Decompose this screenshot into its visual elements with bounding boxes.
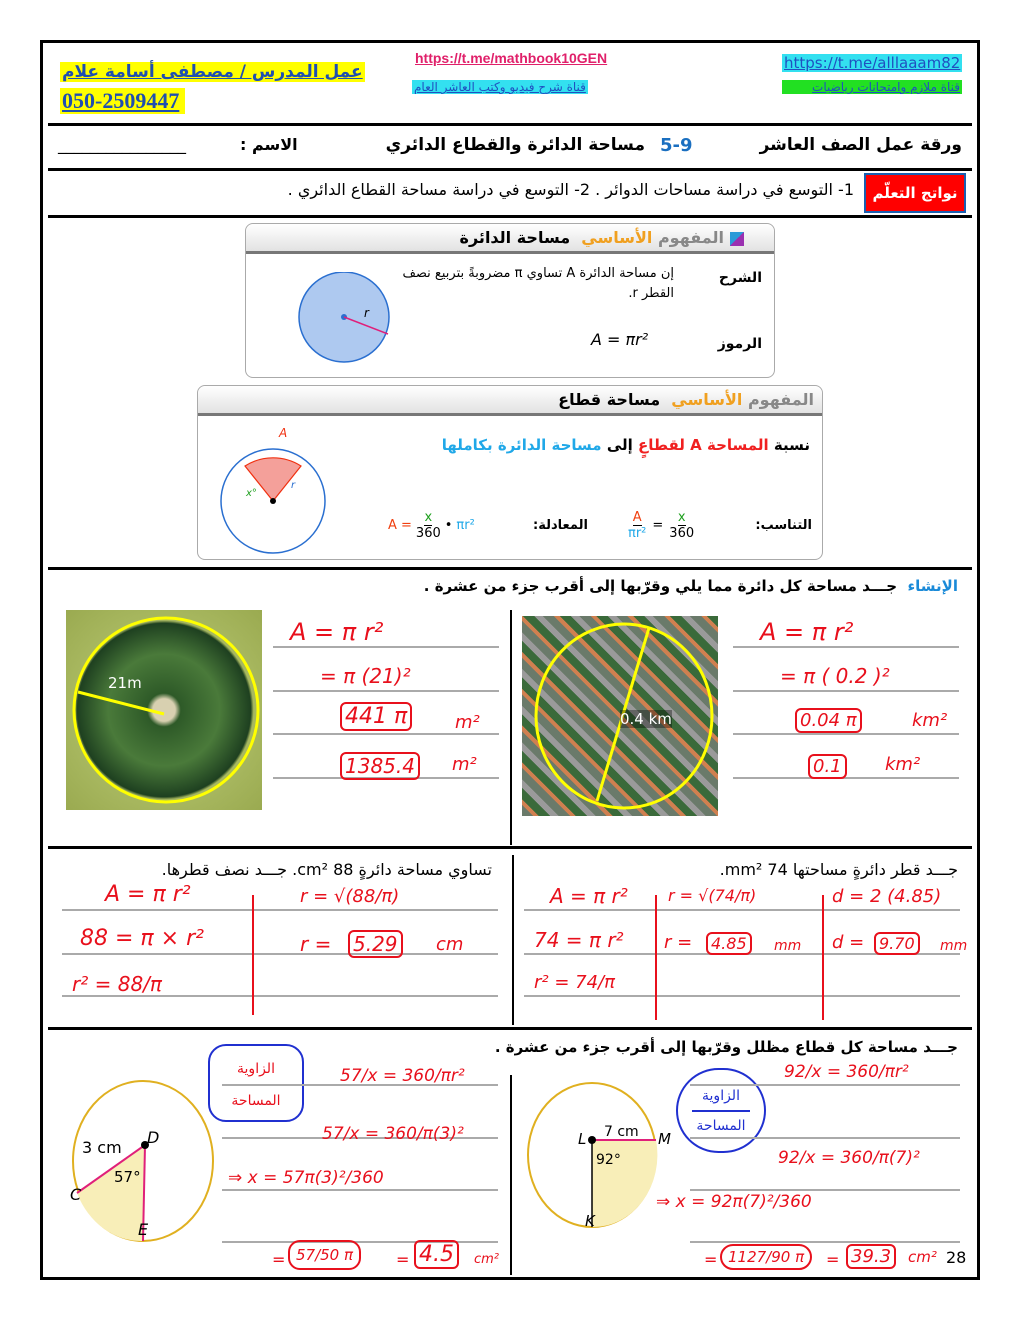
radius-label: r (291, 480, 296, 491)
key-concept-circle-area (245, 223, 775, 378)
work-step: r = (664, 932, 693, 953)
work-unit: cm² (474, 1252, 500, 1267)
frac-num-A: A (632, 510, 642, 525)
eq-lhs: A = (388, 518, 412, 533)
work-step: 92/x = 360/πr² (784, 1062, 909, 1082)
learning-outcomes-badge: نواتج التعلّم (864, 173, 966, 213)
work-separator (655, 895, 657, 1020)
work-step: r² = 74/π (534, 972, 615, 993)
work-step: 74 = π r² (534, 928, 624, 952)
angle-label: 92° (596, 1152, 621, 1168)
divider (48, 1027, 972, 1030)
video-channel-caption: قناة شرح فيديو وكتب العاشر العام (414, 80, 586, 94)
work-step: A = π r² (105, 882, 191, 907)
work-separator (822, 895, 824, 1020)
frac-num-x: x (677, 510, 686, 525)
point-L: L (578, 1130, 587, 1148)
work-step: ⇒ x = 92π(7)²/360 (656, 1192, 812, 1212)
sector-ratio-text (442, 436, 810, 454)
photo-circular-garden (66, 610, 262, 810)
point-D: D (147, 1128, 160, 1147)
work-unit: cm² (908, 1248, 937, 1266)
eq-pir2: πr² (456, 518, 475, 533)
sector-diagram (218, 426, 333, 556)
work-unit: m² (455, 712, 480, 733)
divider (48, 123, 972, 126)
concept-header (246, 224, 774, 254)
column-divider (510, 610, 512, 845)
sector-label-A: A (279, 426, 288, 440)
final-answer-box: 4.5 (414, 1240, 459, 1269)
concept-prefix: المفهوم (657, 228, 724, 247)
final-answer-box: 4.85 (706, 932, 752, 955)
work-answer-box: 57/50 π (288, 1240, 361, 1270)
concept-title: مساحة الدائرة (459, 228, 571, 247)
divider (48, 567, 972, 570)
divider (48, 215, 972, 218)
work-answer-box: 0.04 π (795, 708, 862, 733)
photo-neighborhood (522, 616, 718, 816)
frac-den-pir2: πr² (628, 526, 647, 541)
proportion-label: التناسب: (755, 518, 812, 533)
angle-label: 57° (114, 1168, 141, 1186)
circle-area-formula: A = πr² (591, 330, 649, 349)
final-answer-box: 9.70 (874, 932, 920, 955)
point-C: C (70, 1185, 82, 1204)
concept-title: مساحة قطاع (558, 390, 661, 409)
work-unit: mm (940, 938, 968, 954)
notes-channel-caption: قناة ملازم وامتحانات رياضيات (782, 80, 962, 94)
work-unit: km² (912, 710, 948, 731)
link-alllaaam[interactable]: https://t.me/alllaaam82 (784, 54, 961, 72)
question-diameter: جـــد قطر دائرةٍ مساحتها 74 mm². (719, 860, 958, 879)
work-step: A = π r² (550, 884, 628, 908)
divider (48, 168, 972, 171)
work-separator (252, 895, 254, 1015)
ratio-circle: مساحة الدائرة بكاملها (441, 436, 602, 454)
work-step: r = √(88/π) (300, 886, 400, 907)
concept-key: الأساسي (671, 390, 743, 409)
work-answer-box: 1127/90 π (720, 1244, 812, 1270)
photo-radius-label: 21m (108, 674, 142, 692)
work-step: = (396, 1250, 410, 1269)
teacher-name: عمل المدرس / مصطفى أسامة علام (62, 62, 363, 82)
teacher-phone: 050-2509447 (60, 88, 185, 114)
circle-diagram (296, 272, 392, 368)
note-top: الزاوية (222, 1054, 290, 1086)
name-label: الاسم : (240, 135, 298, 154)
final-answer-box: 1385.4 (340, 752, 420, 780)
link-mathbook[interactable]: https://t.me/mathbook10GEN (415, 50, 608, 66)
frac-den-360: 360 (669, 526, 695, 541)
column-divider (510, 1075, 512, 1275)
angle-label-x: x° (246, 488, 257, 499)
final-answer-box: 0.1 (808, 754, 847, 779)
radius-label: 3 cm (82, 1138, 122, 1157)
divider (48, 846, 972, 849)
construct-instruction (424, 577, 958, 595)
work-unit: m² (452, 754, 477, 775)
point-K: K (585, 1212, 595, 1230)
question-radius: تساوي مساحة دائرةٍ 88 cm². جـــد نصف قطرها. (161, 860, 492, 879)
note-top: الزاوية (692, 1082, 750, 1112)
concept-icon (730, 232, 744, 246)
work-step: = π (21)² (320, 664, 411, 688)
name-field[interactable]: ________________ (58, 135, 186, 154)
work-step: d = 2 (4.85) (832, 886, 942, 907)
eq-num-x: x (424, 510, 433, 525)
explain-text: إن مساحة الدائرة A تساوي π مضروبةً بتربيع نصف القطر r. (402, 266, 674, 301)
work-step: ⇒ x = 57π(3)²/360 (228, 1168, 384, 1188)
symbols-label: الرموز (717, 336, 762, 352)
explain-label: الشرح (718, 270, 762, 286)
eq-dot: • (444, 518, 453, 533)
work-step: A = π r² (290, 618, 384, 646)
work-step: r = (300, 932, 332, 956)
photo-diameter-label: 0.4 km (620, 710, 672, 728)
work-unit: km² (885, 754, 921, 775)
page-number: 28 (946, 1248, 967, 1267)
worksheet-title: ورقة عمل الصف العاشر (759, 135, 962, 155)
lesson-number: 5-9 (660, 135, 693, 156)
work-step: d = (832, 932, 865, 953)
equation-label: المعادلة: (533, 518, 588, 533)
eq-den-360: 360 (415, 526, 441, 541)
radius-label: 7 cm (604, 1124, 639, 1140)
work-step: = (272, 1250, 286, 1269)
point-M: M (658, 1130, 671, 1148)
note-bottom: المساحة (696, 1118, 746, 1134)
final-answer-box: 39.3 (846, 1244, 896, 1269)
work-step: = (704, 1250, 718, 1269)
work-step: 88 = π × r² (80, 926, 204, 951)
proportion-formula: $\frac{A}{\text{πr²}}$ = $\frac{x}{360}$ (628, 510, 695, 541)
concept-header (198, 386, 822, 416)
construct-text: جـــد مساحة كل دائرة مما يلي وقرّبها إلى أقرب جزء من عشرة . (423, 577, 898, 595)
note-angle-over-area (208, 1044, 304, 1122)
work-step: = π ( 0.2 )² (780, 664, 890, 688)
sector-instruction: جـــد مساحة كل قطاع مظلل وقرّبها إلى أقرب جزء من عشرة . (494, 1038, 958, 1056)
work-step: r² = 88/π (72, 972, 162, 996)
work-step: = (826, 1250, 840, 1269)
work-step: 57/x = 360/π(3)² (322, 1124, 464, 1144)
ratio-to: إلى (606, 436, 633, 454)
final-answer-box: 5.29 (348, 930, 403, 958)
note-bottom: المساحة (231, 1093, 281, 1109)
garden-circle-overlay (66, 610, 262, 810)
lesson-title: مساحة الدائرة والقطاع الدائري (385, 135, 645, 155)
column-divider (512, 855, 514, 1025)
ratio-word: نسبة (773, 436, 810, 454)
work-step: r = √(74/π) (668, 886, 757, 905)
point-E: E (138, 1220, 149, 1239)
work-answer-box: 441 π (340, 702, 412, 731)
work-step: A = π r² (760, 618, 854, 646)
work-step: 57/x = 360/πr² (340, 1066, 465, 1086)
work-unit: cm (436, 934, 464, 955)
concept-key: الأساسي (581, 228, 653, 247)
construct-label: الإنشاء (907, 577, 958, 595)
concept-prefix: المفهوم (747, 390, 814, 409)
equation-formula (388, 510, 475, 541)
work-unit: mm (774, 938, 802, 954)
note-angle-over-area (676, 1068, 766, 1153)
ratio-sector: المساحة A لقطاعٍ (638, 436, 769, 454)
work-step: 92/x = 360/π(7)² (778, 1148, 920, 1168)
key-concept-sector-area (197, 385, 823, 560)
learning-outcomes: 1- التوسع في دراسة مساحات الدوائر . 2- التوسع في دراسة مساحة القطاع الدائري . (287, 180, 854, 199)
radius-label: r (364, 306, 369, 320)
